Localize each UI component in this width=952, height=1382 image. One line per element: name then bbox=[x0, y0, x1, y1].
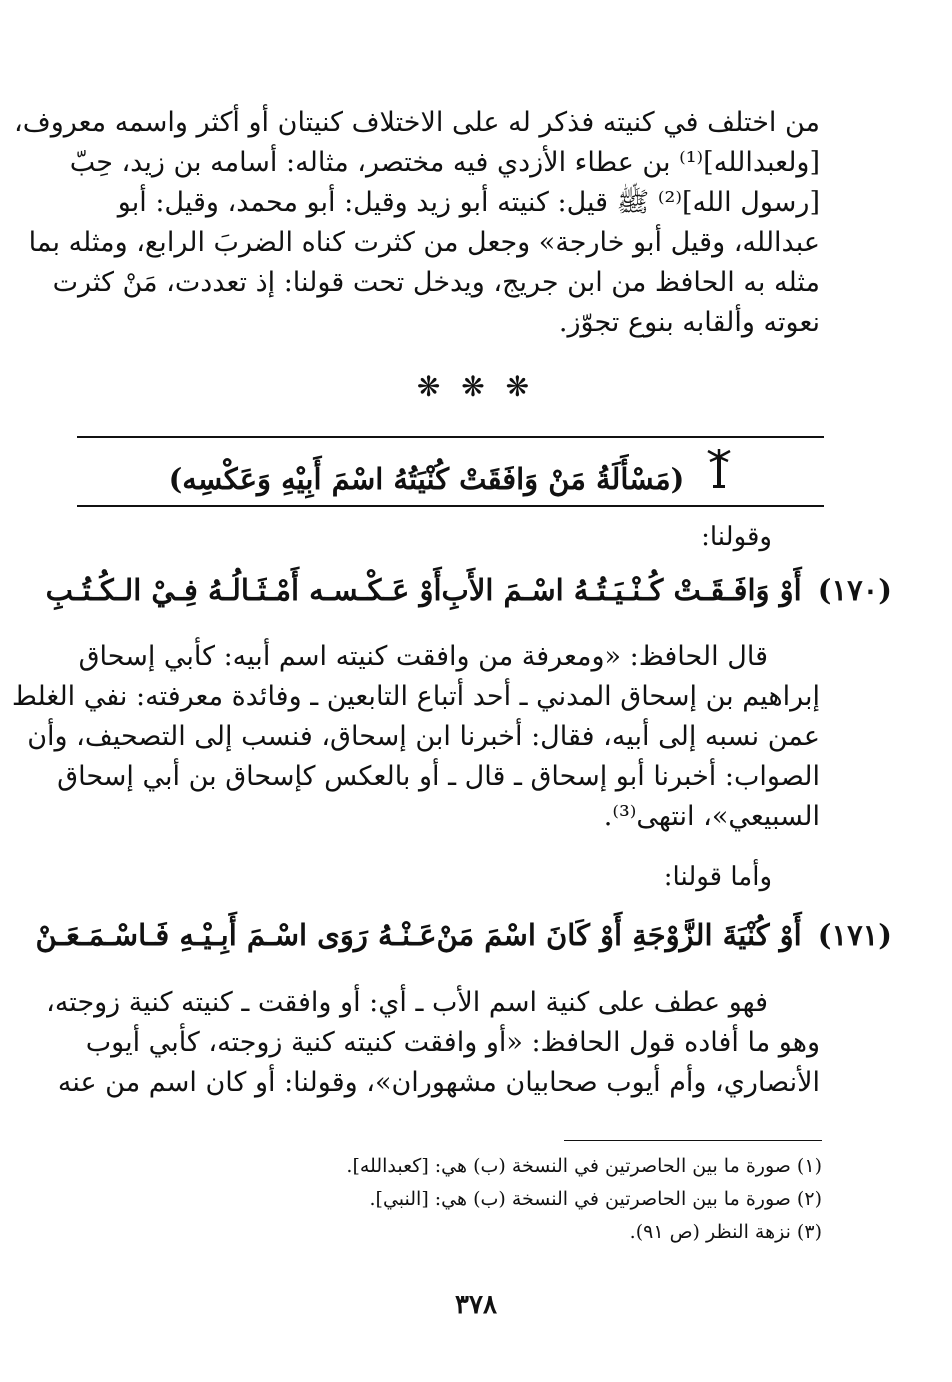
text-line: الصواب: أخبرنا أبو إسحاق ـ قال ـ أو بالعكس كإسحاق بن أبي إسحاق bbox=[57, 761, 820, 792]
text-line: مثله به الحافظ من ابن جريج، ويدخل تحت قولنا: إذ تعددت، مَنْ كثرت bbox=[52, 267, 820, 298]
page-number: ٣٧٨ bbox=[455, 1290, 497, 1320]
top-paragraph bbox=[13, 103, 820, 343]
text-line: إبراهيم بن إسحاق المدني ـ أحد أتباع التابعين ـ وفائدة معرفته: نفي الغلط bbox=[11, 681, 820, 712]
text-line: من اختلف في كنيته فذكر له على الاختلاف كنيتان أو أكثر واسمه معروف، bbox=[13, 107, 820, 138]
footnote-2: (٢) صورة ما بين الحاصرتين في النسخة (ب) هي: [النبي]. bbox=[369, 1188, 822, 1210]
verse-second-hemistich: أَوْ عَـكْـسـه أَمْـثَـالُـهُ فِـيْ الـكُـتُـبِ bbox=[45, 573, 442, 607]
verse-first-hemistich: أَوْ كُنْيَةَ الزَّوْجَةِ أَوْ كَانَ اسْمَ مَنْ bbox=[436, 918, 802, 952]
text-line: عبدالله، وقيل أبو خارجة» وجعل من كثرت كناه الضربَ الرابع، ومثله بما bbox=[28, 227, 820, 258]
text-line: السبيعي»، انتهى⁽³⁾. bbox=[603, 801, 820, 832]
verse-first-line bbox=[437, 918, 892, 952]
footnote-3: (٣) نزهة النظر (ص ٩١). bbox=[629, 1221, 822, 1243]
verse-number: (١٧٠) bbox=[817, 573, 892, 607]
text-line: وهو ما أفاده قول الحافظ: «أو وافقت كنيته كنية زوجته، كأبي أيوب bbox=[85, 1027, 820, 1058]
verse-first-hemistich: أَوْ وَافَـقَـتْ كُـنْـيَـتُـهُ اسْـمَ الأَبِ bbox=[441, 573, 802, 607]
text-line: [ولعبدالله]⁽¹⁾ بن عطاء الأزدي فيه مختصر، مثاله: أسامه بن زيد، حِبّ bbox=[69, 147, 820, 178]
section-separator: ❋ ❋ ❋ bbox=[416, 370, 536, 403]
text-line: [رسول الله]⁽²⁾ ﷺ قيل: كنيته أبو زيد وقيل: أبو محمد، وقيل: أبو bbox=[117, 187, 820, 218]
verse-first-line bbox=[442, 573, 892, 607]
intro-text: وقولنا: bbox=[701, 522, 772, 552]
intro-text: وأما قولنا: bbox=[663, 862, 772, 892]
text-line: فهو عطف على كنية اسم الأب ـ أي: أو وافقت ـ كنيته كنية زوجته، bbox=[46, 987, 768, 1018]
heading-bottom-rule bbox=[77, 505, 824, 507]
verse-second-hemistich: عَـنْـهُ رَوَى اسْـمَ أَبِـيْـهِ فَـاسْـمَـعَـنْ bbox=[35, 918, 437, 952]
footnote-separator bbox=[564, 1140, 822, 1141]
heading-top-rule bbox=[77, 436, 824, 438]
paragraph-explanation bbox=[46, 983, 820, 1103]
footnote-1: (١) صورة ما بين الحاصرتين في النسخة (ب) هي: [كعبدالله]. bbox=[346, 1155, 822, 1177]
text-line: الأنصاري، وأم أيوب صحابيان مشهوران»، وقولنا: أو كان اسم من عنه bbox=[57, 1067, 820, 1098]
palm-ornament-icon bbox=[706, 447, 732, 497]
section-heading bbox=[77, 447, 824, 497]
text-line: قال الحافظ: «ومعرفة من وافقت كنيته اسم أبيه: كأبي إسحاق bbox=[78, 641, 768, 672]
text-line: عمن نسبه إلى أبيه، فقال: أخبرنا ابن إسحاق، فنسب إلى التصحيف، وأن bbox=[27, 721, 820, 752]
paragraph-hafiz bbox=[11, 637, 820, 837]
verse-number: (١٧١) bbox=[817, 918, 892, 952]
verse-171 bbox=[35, 918, 892, 952]
verse-170 bbox=[45, 573, 892, 607]
text-line: نعوته وألقابه بنوع تجوّز. bbox=[558, 307, 820, 338]
footnotes bbox=[122, 1150, 822, 1249]
section-heading-text: (مَسْأَلَةُ مَنْ وَافَقَتْ كُنْيَتُهُ اسْمَ أَبِيْهِ وَعَكْسِه) bbox=[168, 462, 685, 496]
